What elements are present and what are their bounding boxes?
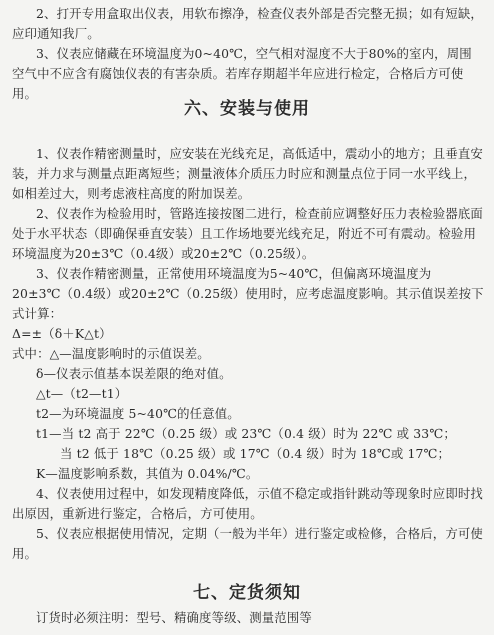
paragraph-use-3: 3、仪表作精密测量，正常使用环境温度为5~40℃，但偏离环境温度为20±3℃（0.4级）或20±2℃（0.25级）使用时，应考虑温度影响。其示值误差按下式计算：: [12, 266, 484, 321]
section-title-install-use: 六、安装与使用: [184, 99, 310, 119]
paragraph-storage-3: 3、仪表应储藏在环境温度为0~40℃，空气相对湿度不大于80%的室内，周围空气中不应含有腐蚀仪表的有害杂质。若库存期超半年应进行检定，合格后方可使用。: [12, 46, 472, 101]
paragraph-use-2: 2、仪表作为检验用时，管路连接按图二进行，检查前应调整好压力表检验器底面处于水平状态（即确保垂直安装）且工作场地要光线充足，附近不可有震动。检验用环境温度为20±3℃（0.4级）或20±2℃（0.25级）。: [12, 206, 483, 261]
formula-where: 式中：△—温度影响时的示值误差。: [12, 346, 210, 361]
paragraph-use-4: 4、仪表使用过程中，如发现精度降低，示值不稳定或指针跳动等现象时应即时找出原因，重新进行鉴定，合格后，方可使用。: [12, 486, 483, 521]
paragraph-ordering: 订货时必须注明：型号、精确度等级、测量范围等: [36, 610, 312, 625]
definition-t2: t2—为环境温度 5~40℃的任意值。: [36, 406, 240, 421]
formula-line: Δ=±（δ＋K△t）: [12, 326, 112, 341]
definition-t1-low: 当 t2 低于 18℃（0.25 级）或 17℃（0.4 级）时为 18℃或 17℃；: [60, 446, 451, 461]
section-title-ordering: 七、定货须知: [193, 583, 301, 603]
paragraph-storage-2: 2、打开专用盒取出仪表，用软布擦净，检查仪表外部是否完整无损；如有短缺，应印通知我厂。: [12, 6, 483, 41]
definition-k: K—温度影响系数，其值为 0.04%/℃。: [36, 466, 259, 481]
paragraph-use-1: 1、仪表作精密测量时，应安装在光线充足，高低适中，震动小的地方；且垂直安装，并力求与测量点距离短些；测量液体介质压力时应和测量点位于同一水平线上，如相差过大，则考虑液柱高度的附加误差。: [12, 146, 483, 201]
definition-delta-t: △t—（t2—t1）: [36, 386, 128, 401]
definition-delta: δ—仪表示值基本误差限的绝对值。: [36, 366, 232, 381]
definition-t1-high: t1—当 t2 高于 22℃（0.25 级）或 23℃（0.4 级）时为 22℃ 或 33℃；: [36, 426, 456, 441]
paragraph-use-5: 5、仪表应根据使用情况，定期（一般为半年）进行鉴定或检修，合格后，方可使用。: [12, 526, 483, 561]
